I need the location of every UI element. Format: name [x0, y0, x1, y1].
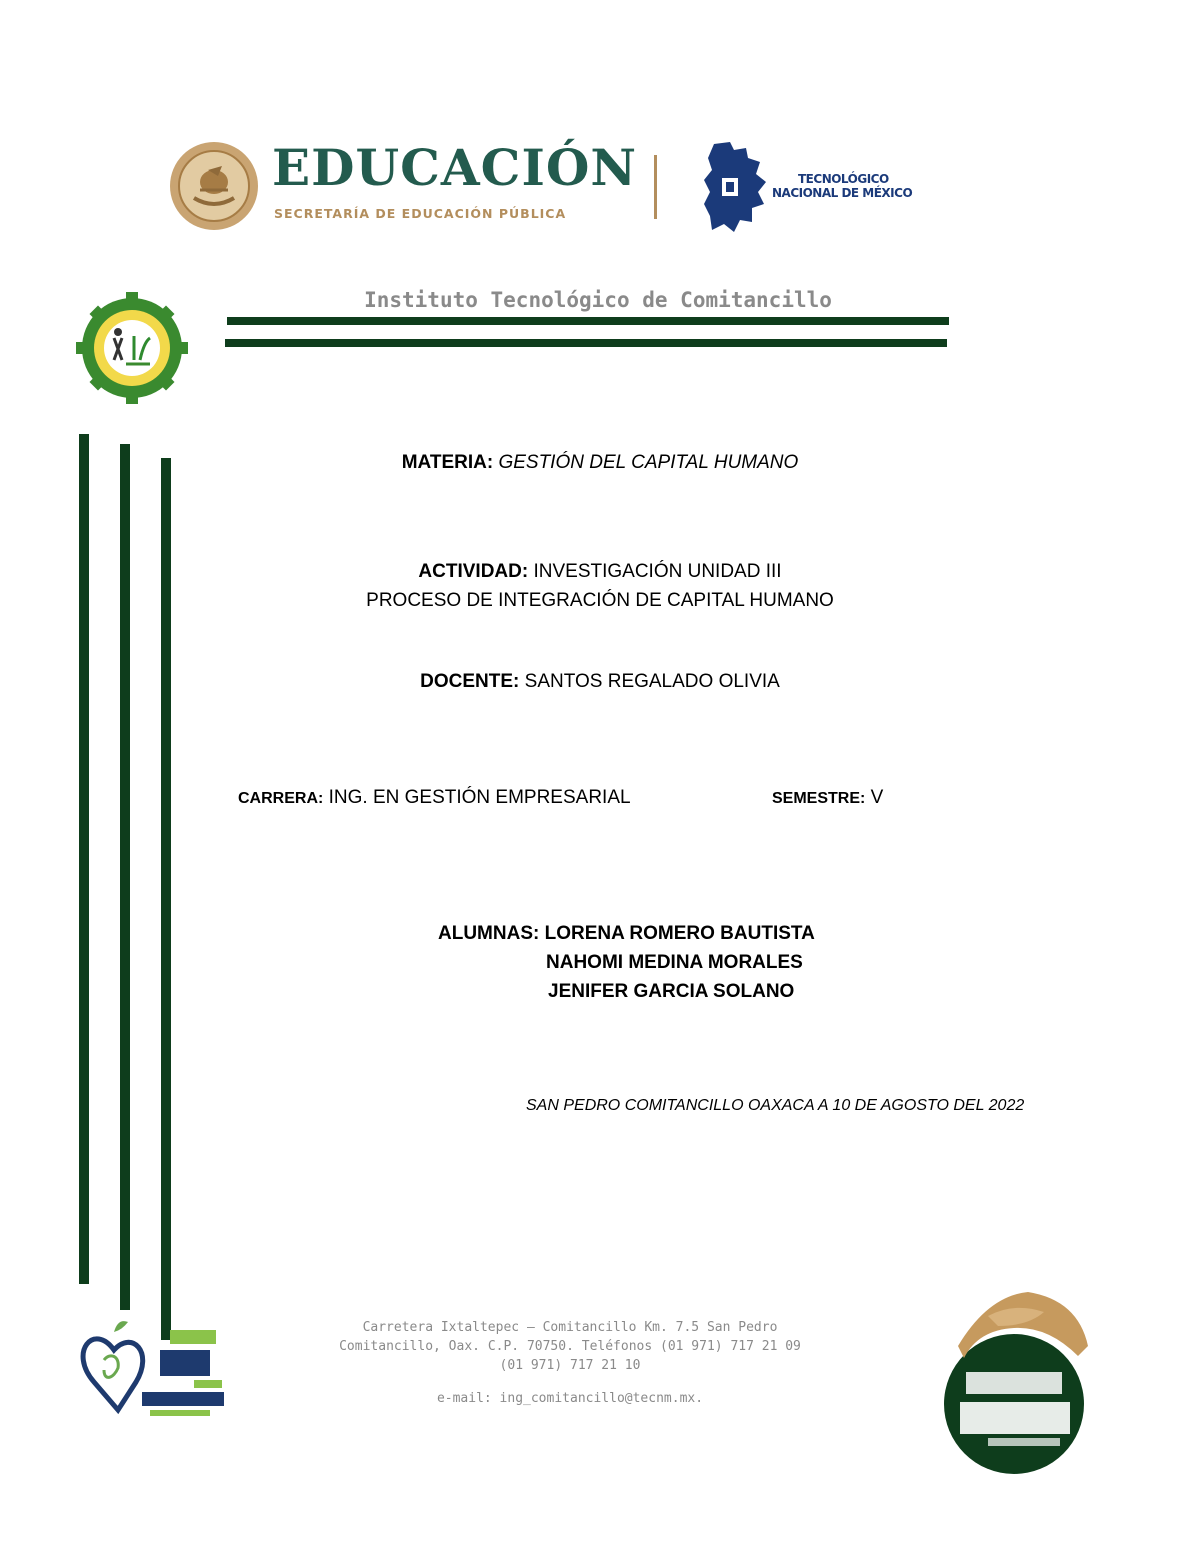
alumnas-label: ALUMNAS: — [438, 923, 540, 944]
mexico-2021-icon — [928, 1286, 1098, 1476]
vertical-bar-3 — [161, 458, 171, 1340]
alumnas-line-1 — [438, 919, 815, 948]
alumna-name: NAHOMI MEDINA MORALES — [546, 952, 803, 973]
sep-subtitle: SECRETARÍA DE EDUCACIÓN PÚBLICA — [274, 206, 567, 221]
libre-de-plastico-icon — [74, 1312, 230, 1420]
alumna-name: JENIFER GARCIA SOLANO — [548, 981, 795, 1002]
carrera-value: ING. EN GESTIÓN EMPRESARIAL — [328, 787, 631, 808]
carrera-label: CARRERA: — [238, 790, 324, 807]
materia-label: MATERIA: — [401, 452, 494, 473]
actividad-block — [230, 557, 970, 615]
educacion-title: EDUCACIÓN — [272, 138, 638, 197]
actividad-label: ACTIVIDAD: — [418, 561, 529, 582]
actividad-line-2: PROCESO DE INTEGRACIÓN DE CAPITAL HUMANO — [366, 590, 834, 611]
header-rule-bottom — [225, 339, 947, 347]
materia-value: GESTIÓN DEL CAPITAL HUMANO — [498, 452, 799, 473]
tecnm-line-2: NACIONAL DE MÉXICO — [772, 186, 913, 200]
semestre-value: V — [870, 787, 884, 808]
footer-email: e-mail: ing_comitancillo@tecnm.mx. — [436, 1391, 704, 1406]
semestre-line — [772, 787, 883, 809]
institute-name: Instituto Tecnológico de Comitancillo — [364, 288, 832, 312]
vertical-bar-2 — [120, 444, 130, 1310]
alumna-name: LORENA ROMERO BAUTISTA — [544, 923, 815, 944]
header-divider — [654, 155, 657, 219]
tecnm-name — [772, 172, 912, 200]
lugar-fecha: SAN PEDRO COMITANCILLO OAXACA A 10 DE AGOSTO DEL 2022 — [526, 1097, 1025, 1114]
itc-gear-icon — [64, 290, 198, 408]
tecnm-line-1: TECNOLÓGICO — [798, 172, 889, 186]
docente-label: DOCENTE: — [420, 671, 520, 692]
tecnm-gear-icon — [700, 140, 770, 234]
materia-line — [230, 452, 970, 474]
docente-line — [230, 671, 970, 693]
docente-value: SANTOS REGALADO OLIVIA — [524, 671, 780, 692]
carrera-line — [238, 787, 631, 809]
sep-seal-icon — [168, 140, 260, 232]
header-rule-top — [227, 317, 949, 325]
actividad-value: INVESTIGACIÓN UNIDAD III — [533, 561, 782, 582]
alumnas-block — [438, 919, 815, 1006]
vertical-bar-1 — [79, 434, 89, 1284]
semestre-label: SEMESTRE: — [772, 790, 866, 807]
footer-address: Carretera Ixtaltepec – Comitancillo Km. 7.5 San Pedro Comitancillo, Oax. C.P. 70750. Teléfonos (01 971) 717 21 09 (01 971) 717 21 10 — [339, 1320, 801, 1373]
actividad-line — [230, 557, 970, 586]
